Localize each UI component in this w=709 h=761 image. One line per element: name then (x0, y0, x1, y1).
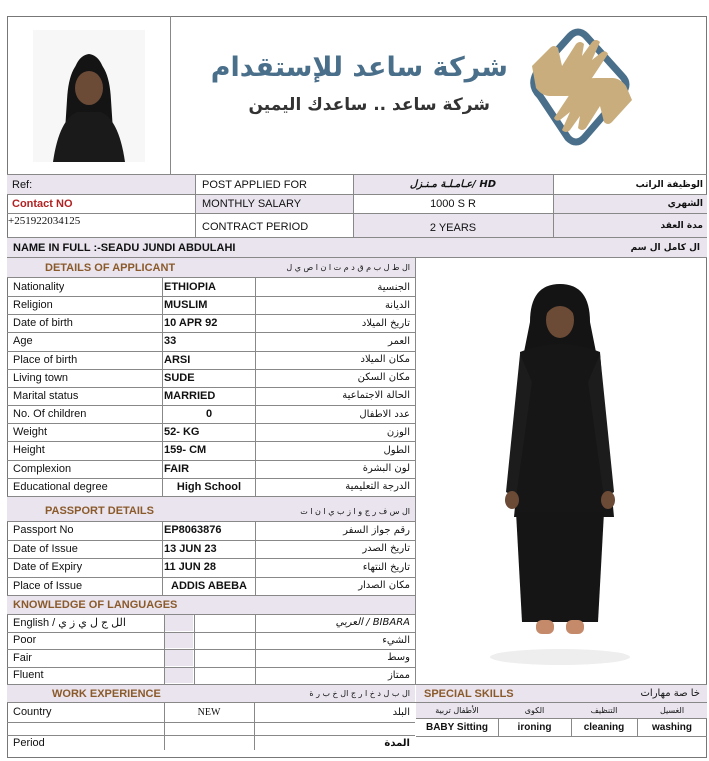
language-label: Fluent (13, 669, 44, 682)
column-divider (255, 614, 256, 684)
applicant-field-label-ar: مكان الميلاد (360, 354, 410, 366)
work-section-title-ar: ال ب ل د خ ا ر ج ال خ ب ر ة (309, 689, 410, 698)
post-label-ar: الوظيفة الراتب (635, 179, 703, 190)
passport-field-label: Place of Issue (13, 579, 83, 592)
work-country-label-ar: البلد (392, 706, 410, 718)
applicant-field-label: Date of birth (13, 317, 73, 330)
work-period-label: Period (13, 737, 45, 749)
contract-label-ar: مدة العقد (660, 220, 703, 231)
applicant-field-label: Age (13, 335, 33, 348)
applicant-field-value: MUSLIM (164, 299, 208, 312)
language-checkbox[interactable] (165, 615, 193, 631)
skill-item: washing (651, 722, 692, 733)
skill-item: cleaning (583, 722, 625, 733)
column-divider (571, 718, 572, 736)
salary-label-ar: الشهري (667, 199, 703, 209)
language-checkbox[interactable] (165, 633, 193, 649)
applicant-field-label-ar: العمر (388, 335, 410, 347)
applicant-field-label: Height (13, 444, 45, 457)
passport-field-label: Passport No (13, 524, 74, 537)
column-divider (162, 277, 163, 496)
full-name-ar: ال كامل ال سم (630, 242, 700, 253)
company-name: شركة ساعد للإستقدام (210, 52, 508, 83)
work-period-label-ar: المدة (384, 737, 410, 749)
applicant-field-label-ar: الطول (383, 444, 410, 456)
applicant-field-label-ar: عدد الاطفال (359, 408, 410, 420)
applicant-field-label-ar: الوزن (386, 426, 410, 438)
applicant-field-value: MARRIED (164, 389, 216, 402)
skill-label-ar: الكوى (524, 705, 545, 715)
row-divider (7, 496, 415, 497)
language-checkbox[interactable] (165, 650, 193, 666)
applicant-field-label-ar: لون البشرة (362, 463, 410, 475)
passport-field-value: 13 JUN 23 (164, 542, 217, 555)
language-label: Poor (13, 634, 37, 647)
applicant-field-value: SUDE (164, 371, 195, 384)
applicant-field-label-ar: الدرجة التعليمية (345, 481, 410, 493)
applicant-field-value: High School (176, 480, 242, 493)
applicant-field-label: Complexion (13, 462, 72, 475)
applicant-field-value: ARSI (164, 353, 191, 366)
applicant-field-value: FAIR (164, 462, 190, 475)
hands-logo-icon (522, 26, 642, 154)
applicant-field-label-ar: تاريخ الميلاد (361, 317, 410, 329)
passport-field-label-ar: تاريخ النتهاء (362, 561, 410, 573)
post-label: POST APPLIED FOR (202, 178, 307, 191)
column-divider (194, 614, 195, 684)
passport-field-label: Date of Expiry (13, 561, 83, 574)
applicant-field-label: Nationality (13, 281, 65, 294)
post-value: عـامـلـة مـنـزل/ HD (409, 179, 497, 190)
applicant-field-value: 52- KG (164, 426, 200, 439)
column-divider (498, 718, 499, 736)
applicant-field-label: Living town (13, 371, 69, 384)
applicant-field-label: No. Of children (13, 408, 87, 421)
work-section-title: WORK EXPERIENCE (52, 687, 161, 700)
portrait-photo (33, 30, 145, 162)
column-divider (637, 718, 638, 736)
contract-value: 2 YEARS (429, 222, 477, 234)
skill-label-ar: التنظيف (590, 705, 618, 715)
applicant-field-value: 33 (164, 335, 177, 348)
passport-field-label: Date of Issue (13, 542, 78, 555)
row-divider (7, 595, 415, 596)
column-divider (255, 277, 256, 496)
ref-label: Ref: (12, 178, 33, 191)
passport-section-title-ar: ال س ف ر ج و ا ز ب ي ا ن ا ت (300, 506, 410, 516)
contract-label: CONTRACT PERIOD (202, 221, 309, 233)
salary-label: MONTHLY SALARY (202, 198, 302, 210)
skills-section-title: SPECIAL SKILLS (424, 687, 514, 700)
passport-field-value: ADDIS ABEBA (171, 579, 247, 592)
contact-label: Contact NO (12, 198, 73, 210)
language-label: Fair (13, 651, 32, 664)
applicant-field-value: 159- CM (164, 444, 207, 457)
skills-section-title-ar: خا صة مهارات (640, 688, 700, 699)
passport-field-value: EP8063876 (164, 524, 222, 537)
applicant-section-title-ar: ال ط ل ب م ق د م ت ا ن ا ص ي ل (286, 263, 410, 272)
work-country-value: NEW (197, 706, 221, 718)
language-label-ar: BIBARA / العربي (335, 617, 410, 629)
row-divider (7, 684, 415, 685)
column-divider (164, 614, 165, 684)
passport-field-label-ar: تاريخ الصدر (362, 543, 410, 555)
applicant-field-label: Weight (13, 426, 48, 439)
skill-label-ar: الأطفال تربية (435, 705, 479, 715)
language-label: English / الل ج ل ي ز ي (13, 617, 126, 630)
passport-field-label-ar: مكان الصدار (358, 580, 410, 592)
language-label-ar: الشيء (382, 634, 410, 646)
contact-phone: +251922034125 (8, 215, 81, 227)
applicant-section-title: DETAILS OF APPLICANT (45, 261, 176, 274)
applicant-field-label: Marital status (13, 389, 79, 402)
applicant-field-label: Religion (13, 299, 53, 312)
applicant-field-label-ar: الديانة (384, 299, 410, 311)
full-name: NAME IN FULL :-SEADU JUNDI ABDULAHI (13, 241, 236, 254)
applicant-field-label-ar: الجنسية (377, 281, 410, 293)
skill-item: BABY Sitting (425, 722, 489, 733)
work-country-label: Country (13, 706, 52, 718)
applicant-field-value: ETHIOPIA (164, 281, 216, 294)
column-divider (162, 521, 163, 595)
applicant-field-value: 0 (205, 408, 213, 421)
language-checkbox[interactable] (165, 668, 193, 684)
applicant-field-label-ar: الحالة الاجتماعية (342, 390, 410, 402)
language-label-ar: ممتاز (387, 669, 410, 681)
languages-section-title: KNOWLEDGE OF LANGUAGES (13, 598, 178, 611)
skill-item: ironing (517, 722, 552, 733)
salary-value: 1000 S R (430, 198, 476, 210)
applicant-field-label-ar: مكان السكن (357, 372, 410, 384)
applicant-field-label: Educational degree (13, 480, 108, 493)
skill-label-ar: الغسيل (659, 705, 685, 715)
full-body-photo (420, 262, 700, 677)
applicant-field-label: Place of birth (13, 353, 78, 366)
language-label-ar: وسط (387, 652, 410, 664)
passport-field-value: 11 JUN 28 (164, 561, 216, 574)
passport-section-title: PASSPORT DETAILS (45, 505, 154, 517)
company-tagline: شركة ساعد .. ساعدك اليمين (248, 95, 490, 115)
passport-field-label-ar: رقم جواز السفر (343, 524, 410, 536)
column-divider (255, 521, 256, 595)
applicant-field-value: 10 APR 92 (164, 317, 218, 330)
